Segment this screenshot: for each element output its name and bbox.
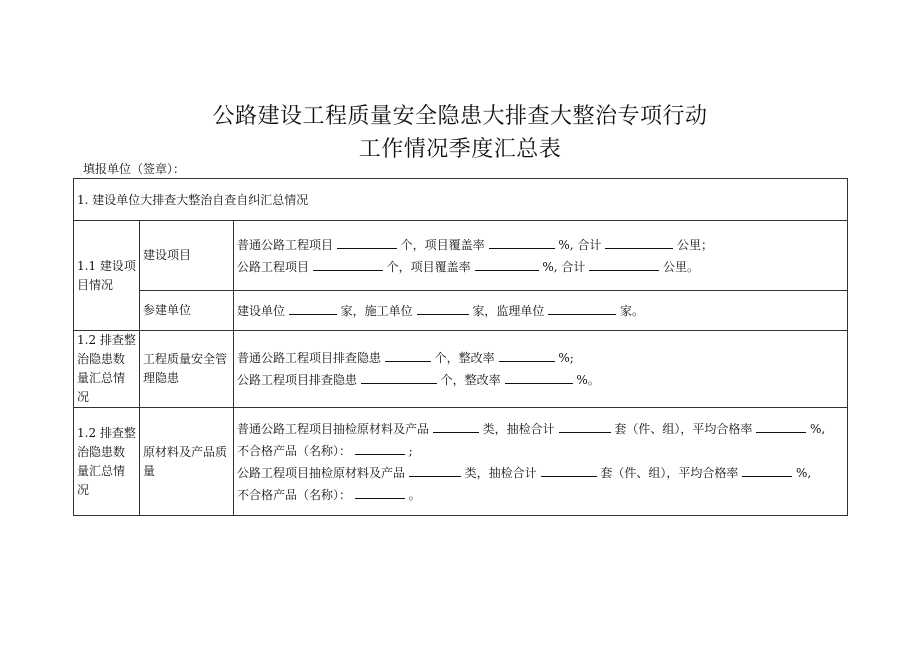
blank-field[interactable] (289, 303, 337, 315)
text-supervision-unit: 家，监理单位 (472, 303, 545, 318)
construction-projects-row (74, 221, 848, 291)
text-rectification-rate: 个，整改率 (434, 351, 495, 365)
material-quality-label: 原材料及产品质量 (140, 408, 234, 516)
material-quality-line-3 (237, 462, 844, 484)
construction-projects-line-1 (237, 234, 844, 256)
text-unqualified-products: 不合格产品（名称）： (237, 487, 352, 502)
blank-field[interactable] (756, 421, 806, 433)
blank-field[interactable] (385, 350, 431, 362)
text-rectification-rate: 个，整改率 (440, 373, 501, 387)
blank-field[interactable] (409, 465, 461, 477)
reporting-unit-label: 填报单位（签章）： (83, 162, 186, 176)
blank-field[interactable] (475, 259, 539, 271)
blank-field[interactable] (505, 372, 573, 384)
material-quality-line-4 (237, 484, 844, 506)
text-unqualified-products: 不合格产品（名称）： (237, 443, 352, 458)
blank-field[interactable] (589, 259, 659, 271)
section1-heading-row (74, 179, 848, 221)
safety-hazard-row (74, 331, 848, 408)
document-title-line-2: 工作情况季度汇总表 (358, 137, 562, 162)
text-semicolon: ; (408, 443, 413, 458)
text-highway-sampling: 公路工程项目抽检原材料及产品 (237, 465, 406, 480)
text-km: 公里； (677, 237, 714, 252)
blank-field[interactable] (605, 237, 673, 249)
blank-field[interactable] (337, 237, 397, 249)
blank-field[interactable] (489, 237, 555, 249)
summary-table (73, 178, 848, 516)
text-sampling-total: 类，抽检合计 (464, 465, 537, 480)
safety-hazard-content (234, 331, 848, 408)
blank-field[interactable] (313, 259, 383, 271)
participating-units-label: 参建单位 (140, 291, 234, 331)
safety-hazard-label: 工程质量安全管理隐患 (140, 331, 234, 408)
blank-field[interactable] (433, 421, 479, 433)
text-pass-rate: 套（件、组），平均合格率 (614, 421, 753, 436)
text-normal-sampling: 普通公路工程项目抽检原材料及产品 (237, 421, 430, 436)
text-sampling-total: 类，抽检合计 (482, 421, 555, 436)
participating-units-line (237, 300, 844, 322)
text-contractor-unit: 家，施工单位 (340, 303, 413, 318)
safety-hazard-line-2 (237, 369, 844, 391)
document-title-line-1: 公路建设工程质量安全隐患大排查大整治专项行动 (212, 104, 708, 129)
text-normal-hazards: 普通公路工程项目排查隐患 (237, 351, 382, 365)
text-pass-rate: 套（件、组），平均合格率 (600, 465, 739, 480)
blank-field[interactable] (548, 303, 616, 315)
material-quality-content (234, 408, 848, 516)
participating-units-row (74, 291, 848, 331)
participating-units-content (234, 291, 848, 331)
blank-field[interactable] (361, 372, 437, 384)
blank-field[interactable] (355, 487, 405, 499)
text-total: %, 合计 (558, 237, 602, 252)
group-label-1-1: 1.1 建设项目情况 (74, 221, 140, 331)
construction-projects-content (234, 221, 848, 291)
safety-hazard-line-1 (237, 347, 844, 369)
text-percent: %, (796, 465, 812, 480)
blank-field[interactable] (541, 465, 597, 477)
material-quality-line-2 (237, 440, 844, 462)
blank-field[interactable] (417, 303, 469, 315)
blank-field[interactable] (559, 421, 611, 433)
text-percent: %; (558, 351, 574, 365)
section1-heading: 1. 建设单位大排查大整治自查自纠汇总情况 (74, 179, 848, 221)
text-unit-suffix: 家。 (620, 303, 645, 318)
text-coverage-rate: 个，项目覆盖率 (386, 259, 471, 274)
material-quality-line-1 (237, 418, 844, 440)
construction-projects-label: 建设项目 (140, 221, 234, 291)
blank-field[interactable] (742, 465, 792, 477)
blank-field[interactable] (355, 443, 405, 455)
group-label-1-2: 1.2 排查整治隐患数量汇总情况 (74, 331, 140, 408)
text-percent: %, (810, 421, 826, 436)
text-percent: %。 (576, 373, 600, 387)
text-normal-highway-projects: 普通公路工程项目 (237, 237, 334, 252)
blank-field[interactable] (499, 350, 555, 362)
text-highway-projects: 公路工程项目 (237, 259, 310, 274)
text-total: %, 合计 (542, 259, 586, 274)
group-label-1-2-b: 1.2 排查整治隐患数量汇总情况 (74, 408, 140, 516)
text-coverage-rate: 个，项目覆盖率 (400, 237, 485, 252)
text-km: 公里。 (663, 259, 700, 274)
material-quality-row (74, 408, 848, 516)
text-period: 。 (408, 487, 421, 502)
construction-projects-line-2 (237, 256, 844, 278)
text-construction-unit: 建设单位 (237, 303, 286, 318)
text-highway-hazards: 公路工程项目排查隐患 (237, 373, 358, 387)
